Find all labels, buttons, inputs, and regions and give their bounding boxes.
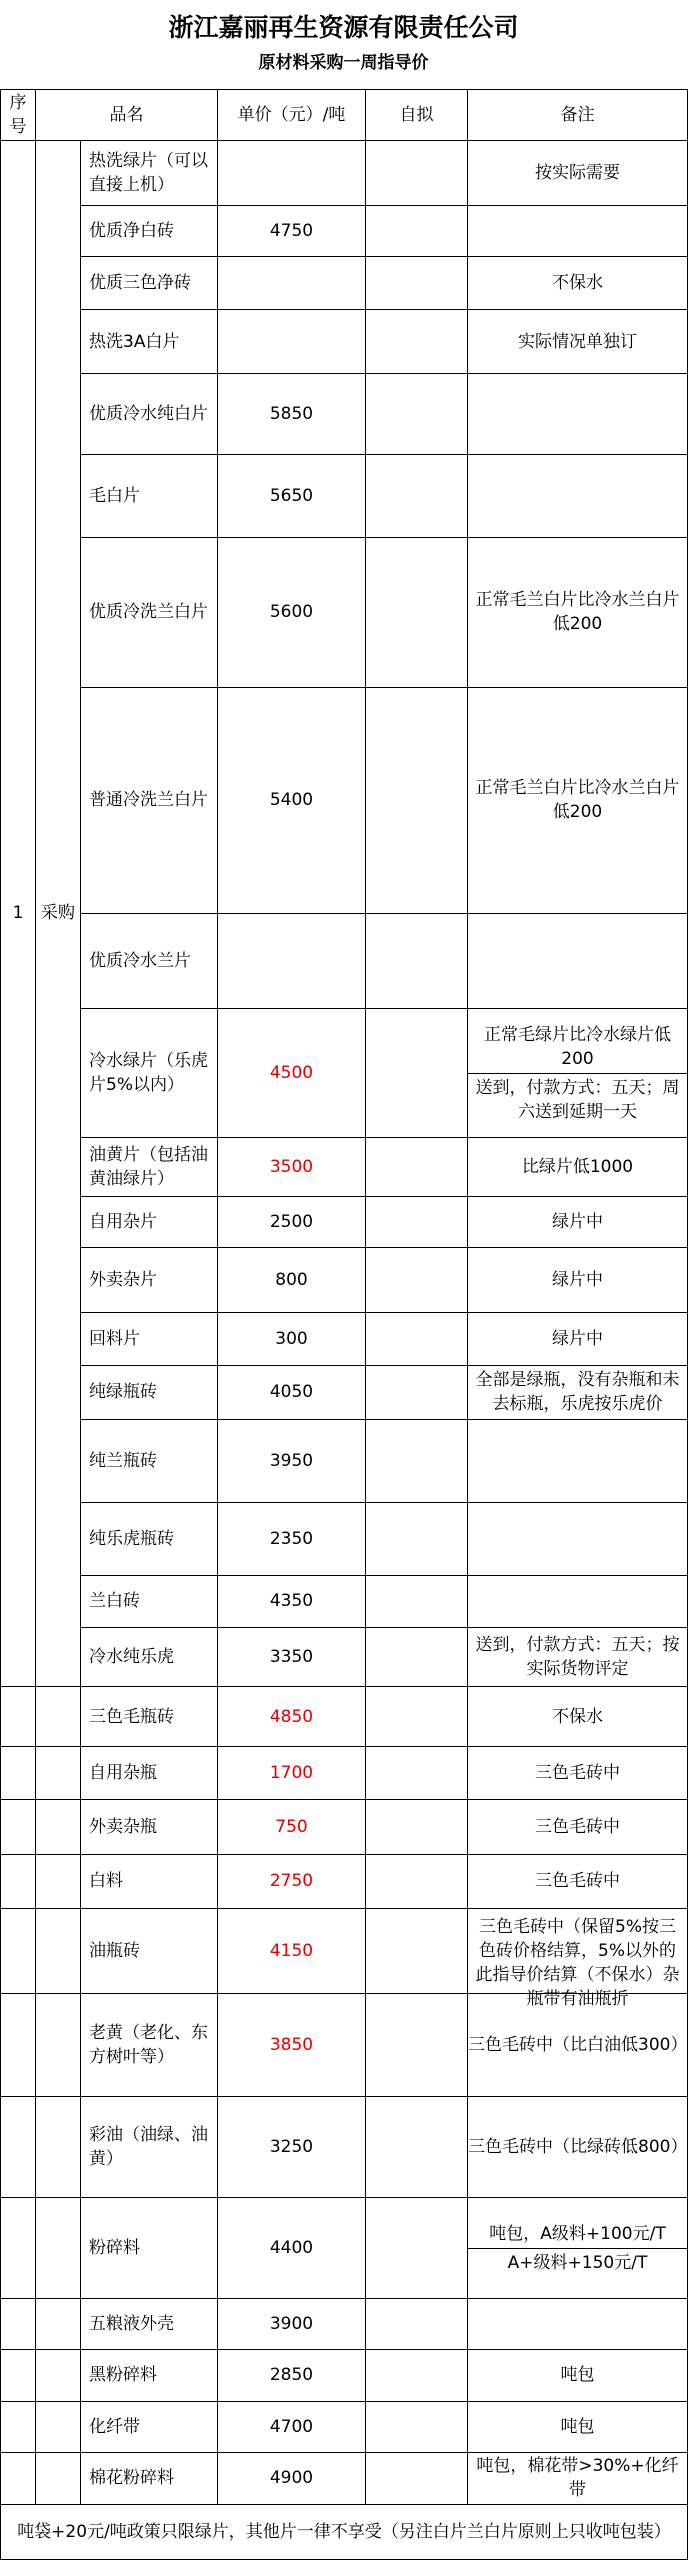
item-self (366, 1799, 468, 1854)
item-price: 750 (218, 1799, 366, 1854)
table-row (1, 141, 688, 206)
item-self (366, 538, 468, 688)
item-name: 纯乐虎瓶砖 (81, 1502, 218, 1575)
item-note-line: A+级料+150元/T (468, 2248, 687, 2277)
item-price: 3950 (218, 1420, 366, 1503)
row-category (36, 2299, 81, 2350)
row-seq (1, 2097, 36, 2198)
item-note-line: 送到，付款方式：五天；周六送到延期一天 (468, 1073, 687, 1126)
row-seq (1, 2198, 36, 2299)
table-row (1, 1686, 688, 1747)
item-price: 4700 (218, 2402, 366, 2453)
item-self (366, 141, 468, 206)
table-row (1, 1312, 688, 1365)
item-self (366, 1993, 468, 2096)
item-note (468, 1365, 688, 1420)
footer-row (1, 2505, 688, 2560)
item-name: 普通冷洗兰白片 (81, 687, 218, 913)
item-note: 绿片中 (468, 1196, 688, 1248)
group-category: 采购 (36, 141, 81, 1687)
table-row (1, 2198, 688, 2299)
item-self (366, 1248, 468, 1313)
item-self (366, 1747, 468, 1800)
table-row (1, 1909, 688, 1994)
item-note: 三色毛砖中 (468, 1747, 688, 1800)
item-name: 白料 (81, 1854, 218, 1909)
row-seq (1, 1799, 36, 1854)
table-row (1, 1502, 688, 1575)
item-price: 4500 (218, 1008, 366, 1137)
table-row (1, 913, 688, 1008)
row-seq (1, 2402, 36, 2453)
item-note: 实际情况单独订 (468, 309, 688, 374)
header-seq: 序号 (1, 90, 36, 141)
item-note: 吨包 (468, 2402, 688, 2453)
header-name: 品名 (36, 90, 218, 141)
item-note: 正常毛兰白片比冷水兰白片低200 (468, 538, 688, 688)
item-name: 彩油（油绿、油黄） (81, 2097, 218, 2198)
table-row (1, 257, 688, 310)
item-price: 3850 (218, 1993, 366, 2096)
item-price (218, 309, 366, 374)
item-name: 油瓶砖 (81, 1909, 218, 1994)
item-note (468, 2299, 688, 2350)
item-self (366, 1420, 468, 1503)
item-price: 4150 (218, 1909, 366, 1994)
item-price: 1700 (218, 1747, 366, 1800)
item-price: 4850 (218, 1686, 366, 1747)
item-note (468, 1575, 688, 1628)
item-price: 3500 (218, 1138, 366, 1197)
item-note: 绿片中 (468, 1248, 688, 1313)
item-note: 按实际需要 (468, 141, 688, 206)
table-row (1, 2299, 688, 2350)
item-price: 4350 (218, 1575, 366, 1628)
item-self (366, 2402, 468, 2453)
item-name: 优质净白砖 (81, 205, 218, 257)
item-note: 三色毛砖中（比白油低300） (468, 1993, 688, 2096)
item-self (366, 1502, 468, 1575)
table-row (1, 687, 688, 913)
item-price: 4400 (218, 2198, 366, 2299)
item-price: 3900 (218, 2299, 366, 2350)
table-row (1, 1747, 688, 1800)
item-note: 吨包，棉花带>30%+化纤带 (468, 2452, 688, 2505)
table-row (1, 538, 688, 688)
item-name: 兰白砖 (81, 1575, 218, 1628)
footer-note: 吨袋+20元/吨政策只限绿片，其他片一律不享受（另注白片兰白片原则上只收吨包装） (1, 2505, 688, 2560)
header-note: 备注 (468, 90, 688, 141)
row-seq (1, 1747, 36, 1800)
item-self (366, 913, 468, 1008)
item-self (366, 1365, 468, 1420)
item-self (366, 1854, 468, 1909)
item-price: 800 (218, 1248, 366, 1313)
price-table (0, 89, 688, 2560)
item-note: 正常毛兰白片比冷水兰白片低200 (468, 687, 688, 913)
row-seq (1, 1854, 36, 1909)
item-price: 3350 (218, 1628, 366, 1687)
item-note (468, 913, 688, 1008)
item-price: 5850 (218, 374, 366, 455)
row-seq (1, 2452, 36, 2505)
item-name: 优质冷洗兰白片 (81, 538, 218, 688)
table-row (1, 205, 688, 257)
table-row (1, 455, 688, 538)
item-name: 热洗绿片（可以直接上机） (81, 141, 218, 206)
item-name: 纯兰瓶砖 (81, 1420, 218, 1503)
item-price: 5600 (218, 538, 366, 688)
item-note (468, 1420, 688, 1503)
table-row (1, 1799, 688, 1854)
item-note-text: 三色毛砖中（保留5%按三色砖价格结算，5%以外的此指导价结算（不保水）杂瓶带有油瓶折 (475, 1917, 680, 2010)
item-self (366, 1008, 468, 1137)
item-price (218, 913, 366, 1008)
table-row (1, 1365, 688, 1420)
item-name: 五粮液外壳 (81, 2299, 218, 2350)
item-price: 3250 (218, 2097, 366, 2198)
table-row (1, 1628, 688, 1687)
item-self (366, 2299, 468, 2350)
item-name: 外卖杂瓶 (81, 1799, 218, 1854)
item-self (366, 1138, 468, 1197)
item-name: 优质冷水纯白片 (81, 374, 218, 455)
item-note (468, 1008, 688, 1137)
item-name: 优质三色净砖 (81, 257, 218, 310)
item-price: 2850 (218, 2349, 366, 2402)
item-price: 2500 (218, 1196, 366, 1248)
item-price: 4050 (218, 1365, 366, 1420)
item-note: 吨包 (468, 2349, 688, 2402)
item-note: 不保水 (468, 257, 688, 310)
header-self: 自拟 (366, 90, 468, 141)
item-name: 外卖杂片 (81, 1248, 218, 1313)
item-name: 三色毛瓶砖 (81, 1686, 218, 1747)
row-category (36, 2452, 81, 2505)
item-self (366, 2097, 468, 2198)
item-self (366, 687, 468, 913)
item-self (366, 205, 468, 257)
item-self (366, 374, 468, 455)
row-category (36, 1747, 81, 1800)
item-name: 自用杂片 (81, 1196, 218, 1248)
header-price: 单价（元）/吨 (218, 90, 366, 141)
table-row (1, 1138, 688, 1197)
row-seq (1, 2349, 36, 2402)
row-category (36, 2097, 81, 2198)
table-row (1, 1854, 688, 1909)
row-category (36, 1909, 81, 1994)
table-row (1, 1420, 688, 1503)
group-seq: 1 (1, 141, 36, 1687)
item-note (468, 374, 688, 455)
item-price: 2350 (218, 1502, 366, 1575)
item-self (366, 2349, 468, 2402)
item-note: 三色毛砖中 (468, 1854, 688, 1909)
item-note (468, 455, 688, 538)
item-note: 三色毛砖中（比绿砖低800） (468, 2097, 688, 2198)
table-row (1, 2349, 688, 2402)
item-name: 油黄片（包括油黄油绿片） (81, 1138, 218, 1197)
header-row (1, 90, 688, 141)
item-name: 热洗3A白片 (81, 309, 218, 374)
item-self (366, 1628, 468, 1687)
item-note: 比绿片低1000 (468, 1138, 688, 1197)
item-note-line: 正常毛绿片比冷水绿片低200 (484, 1024, 671, 1069)
sheet-subtitle: 原材料采购一周指导价 (258, 53, 429, 73)
item-price: 2750 (218, 1854, 366, 1909)
item-name: 优质冷水兰片 (81, 913, 218, 1008)
row-seq (1, 1993, 36, 2096)
item-note (468, 1909, 688, 2010)
item-note-text: 全部是绿瓶，没有杂瓶和未去标瓶，乐虎按乐虎价 (475, 1370, 680, 1415)
item-price (218, 141, 366, 206)
item-self (366, 257, 468, 310)
row-category (36, 1993, 81, 2096)
table-row (1, 309, 688, 374)
table-row (1, 1248, 688, 1313)
item-name: 黑粉碎料 (81, 2349, 218, 2402)
row-category (36, 1799, 81, 1854)
item-name: 纯绿瓶砖 (81, 1365, 218, 1420)
item-self (366, 1686, 468, 1747)
item-self (366, 2198, 468, 2299)
item-note: 送到，付款方式：五天；按实际货物评定 (468, 1628, 688, 1687)
item-name: 冷水绿片（乐虎片5%以内） (81, 1008, 218, 1137)
item-name: 自用杂瓶 (81, 1747, 218, 1800)
item-name: 粉碎料 (81, 2198, 218, 2299)
item-name: 毛白片 (81, 455, 218, 538)
item-note (468, 1502, 688, 1575)
item-price: 4750 (218, 205, 366, 257)
item-self (366, 1196, 468, 1248)
item-self (366, 455, 468, 538)
row-category (36, 1686, 81, 1747)
row-seq (1, 2299, 36, 2350)
row-category (36, 1854, 81, 1909)
item-self (366, 2452, 468, 2505)
item-price: 5400 (218, 687, 366, 913)
row-seq (1, 1909, 36, 1994)
item-note: 绿片中 (468, 1312, 688, 1365)
item-note: 三色毛砖中 (468, 1799, 688, 1854)
item-name: 化纤带 (81, 2402, 218, 2453)
table-row (1, 1196, 688, 1248)
item-self (366, 309, 468, 374)
table-row (1, 1008, 688, 1137)
item-note-line: 吨包，A级料+100元/T (489, 2223, 666, 2244)
table-row (1, 2452, 688, 2505)
item-name: 回料片 (81, 1312, 218, 1365)
item-note (468, 205, 688, 257)
item-price (218, 257, 366, 310)
item-self (366, 1909, 468, 1994)
table-row (1, 2402, 688, 2453)
item-note: 不保水 (468, 1686, 688, 1747)
table-row (1, 374, 688, 455)
item-name: 老黄（老化、东方树叶等） (81, 1993, 218, 2096)
row-category (36, 2349, 81, 2402)
row-seq (1, 1686, 36, 1747)
item-self (366, 1575, 468, 1628)
item-price: 4900 (218, 2452, 366, 2505)
table-row (1, 1575, 688, 1628)
company-title: 浙江嘉丽再生资源有限责任公司 (168, 13, 519, 42)
row-category (36, 2198, 81, 2299)
item-price: 5650 (218, 455, 366, 538)
item-name: 棉花粉碎料 (81, 2452, 218, 2505)
row-category (36, 2402, 81, 2453)
table-row (1, 2097, 688, 2198)
item-note (468, 2198, 688, 2299)
item-self (366, 1312, 468, 1365)
item-name: 冷水纯乐虎 (81, 1628, 218, 1687)
item-price: 300 (218, 1312, 366, 1365)
